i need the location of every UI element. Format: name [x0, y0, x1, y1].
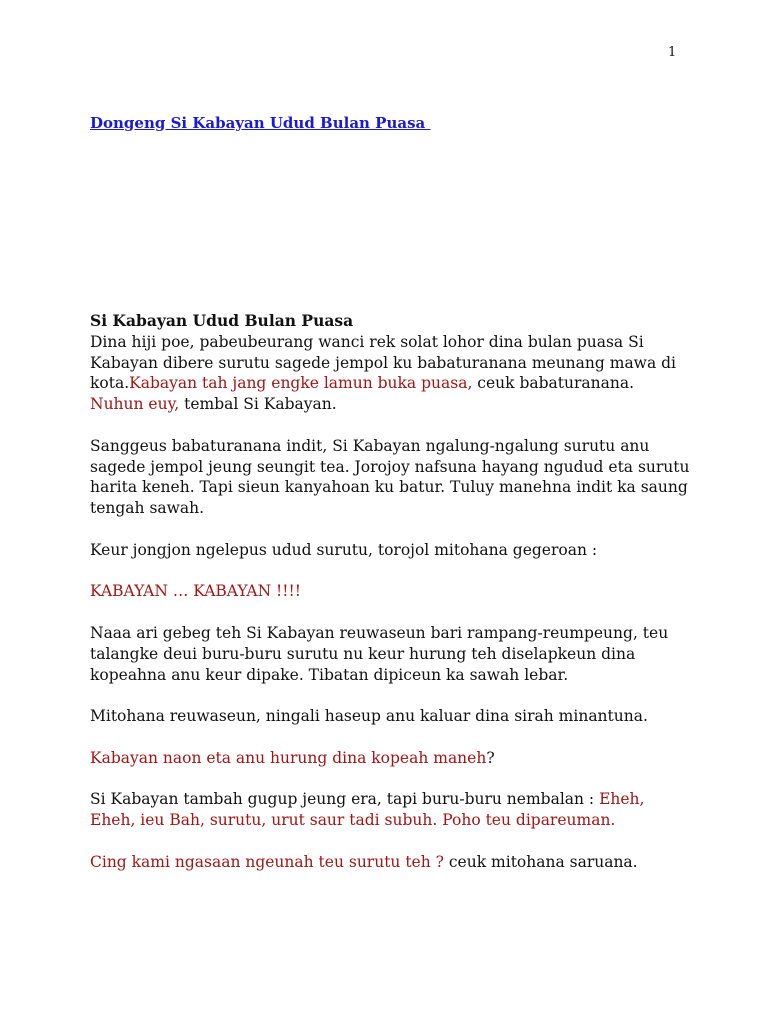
- paragraph-1: [90, 332, 690, 415]
- document-title-link[interactable]: Dongeng Si Kabayan Udud Bulan Puasa: [90, 114, 431, 132]
- story-heading: Si Kabayan Udud Bulan Puasa: [90, 311, 354, 330]
- story-body: [90, 311, 690, 893]
- paragraph-2-tail: tembal Si Kabayan.: [179, 395, 337, 414]
- paragraph-4: Keur jongjon ngelepus udud surutu, torojol mitohana gegeroan :: [90, 540, 598, 559]
- dialogue-friend: Kabayan tah jang engke lamun buka puasa,: [129, 374, 473, 393]
- dialogue-kabayan-thanks: Nuhun euy,: [90, 395, 180, 414]
- paragraph-6: Naaa ari gebeg teh Si Kabayan reuwaseun bari rampang-reumpeung, teu talangke deui buru-buru surutu nu keur hurung teh diselapkeun dina kopeahna anu keur dipake. Tibatan dipiceun ka sawah lebar.: [90, 623, 669, 684]
- paragraph-8: [90, 748, 690, 769]
- paragraph-3: Sanggeus babaturanana indit, Si Kabayan ngalung-ngalung surutu anu sagede jempol jeung seungit tea. Jorojoy nafsuna hayang ngudud eta surutu harita keneh. Tapi sieun kanyahoan ku batur. Tuluy manehna indit ka saung tengah sawah.: [90, 436, 690, 518]
- paragraph-7: Mitohana reuwaseun, ningali haseup anu kaluar dina sirah minantuna.: [90, 707, 648, 726]
- paragraph-10-tail: ceuk mitohana saruana.: [443, 852, 638, 871]
- paragraph-10: [90, 852, 690, 873]
- paragraph-9-text: Si Kabayan tambah gugup jeung era, tapi buru-buru nembalan :: [90, 790, 600, 809]
- paragraph-1-text: Dina hiji poe, pabeubeurang wanci rek solat lohor dina bulan puasa Si Kabayan dibere surutu sagede jempol ku babaturanana meunang mawa di kota.: [90, 332, 676, 393]
- paragraph-5: KABAYAN … KABAYAN !!!!: [90, 582, 301, 601]
- dialogue-father-in-law-question: Kabayan naon eta anu hurung dina kopeah maneh: [90, 748, 487, 767]
- paragraph-9: [90, 789, 690, 831]
- paragraph-1-tail: ceuk babaturanana.: [472, 374, 635, 393]
- page-number: 1: [668, 45, 677, 60]
- dialogue-father-in-law-request: Cing kami ngasaan ngeunah teu surutu teh ?: [90, 852, 444, 871]
- dialogue-kabayan-answer: Eheh, Eheh, ieu Bah, surutu, urut saur tadi subuh. Poho teu dipareuman.: [90, 790, 645, 830]
- paragraph-8-tail: ?: [486, 748, 495, 767]
